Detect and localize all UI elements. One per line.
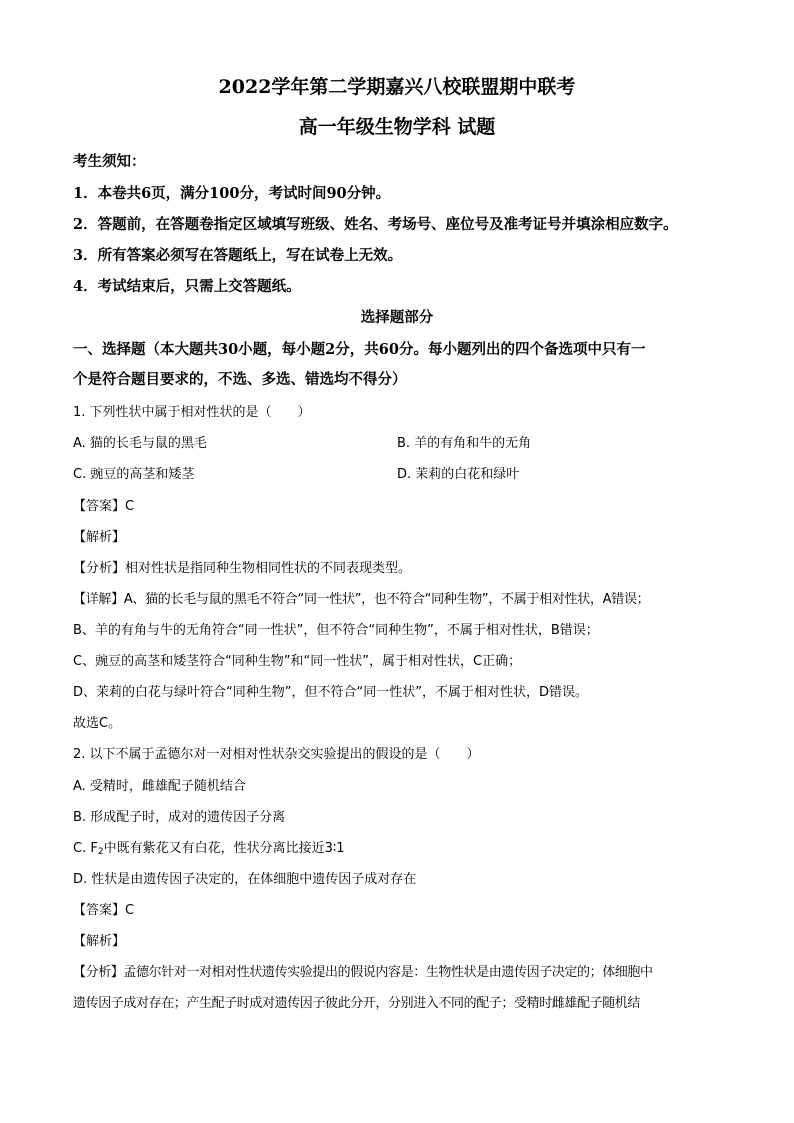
q1-detail-c: C、豌豆的高茎和矮茎符合“同种生物”和“同一性状”，属于相对性状，C正确；: [73, 654, 522, 669]
q2-answer: [73, 899, 134, 918]
exam-title: 2022学年第二学期嘉兴八校联盟期中联考: [218, 76, 576, 98]
q2-option-c: [73, 837, 345, 857]
q2-option-a: A. 受精时，雌雄配子随机结合: [73, 779, 246, 794]
q1-detail-a: [73, 588, 649, 607]
q2-option-c-text: 中既有紫花又有白花，性状分离比接近3∶1: [103, 841, 345, 856]
section-intro-line-1: 一、选择题（本大题共30小题，每小题2分，共60分。每小题列出的四个备选项中只有一: [73, 341, 646, 358]
detail-tag: 【详解】: [73, 592, 124, 607]
q1-detail-d: D、茉莉的白花与绿叶符合“同种生物”，但不符合“同一性状”，不属于相对性状，D错误。: [73, 685, 588, 700]
q1-stem: 1. 下列性状中属于相对性状的是（ ）: [73, 405, 311, 420]
q2-option-c-prefix: C. F: [73, 841, 98, 856]
q2-stem: 2. 以下不属于孟德尔对一对相对性状杂交实验提出的假设的是（ ）: [73, 747, 480, 762]
q1-conclusion: 故选C。: [73, 716, 122, 731]
exam-subtitle: 高一年级生物学科 试题: [298, 116, 496, 138]
q1-detail-b: B、羊的有角与牛的无角符合“同一性状”，但不符合“同种生物”，不属于相对性状，B错误；: [73, 623, 599, 638]
notice-item-3: 3．所有答案必须写在答题纸上，写在试卷上无效。: [73, 247, 403, 264]
fenxi-text: 孟德尔针对一对相对性状遗传实验提出的假说内容是：生物性状是由遗传因子决定的；体细胞中: [123, 965, 653, 980]
notice-heading: 考生须知：: [73, 153, 146, 170]
section-title: 选择题部分: [360, 309, 434, 326]
detail-a-text: A、猫的长毛与鼠的黑毛不符合“同一性状”，也不符合“同种生物”，不属于相对性状，A错误；: [123, 592, 650, 607]
q2-fenxi-line-2: 遗传因子成对存在；产生配子时成对遗传因子彼此分开，分别进入不同的配子；受精时雌雄配子随机结: [73, 996, 641, 1011]
q1-option-d: D. 茉莉的白花和绿叶: [397, 467, 520, 482]
fenxi-tag: 【分析】: [73, 965, 124, 980]
answer-tag: 【答案】: [73, 499, 126, 514]
q2-option-d: D. 性状是由遗传因子决定的，在体细胞中遗传因子成对存在: [73, 872, 417, 887]
q2-fenxi-line-1: [73, 961, 653, 980]
fenxi-text: 相对性状是指同种生物相同性状的不同表现类型。: [125, 561, 412, 576]
q2-analysis-tag: 【解析】: [73, 934, 126, 949]
q2-option-c-subscript: 2: [97, 847, 104, 857]
q2-option-b: B. 形成配子时，成对的遗传因子分离: [73, 810, 286, 825]
fenxi-tag: 【分析】: [73, 561, 126, 576]
q1-answer: [73, 495, 134, 514]
q1-option-b: B. 羊的有角和牛的无角: [397, 436, 532, 451]
q1-option-c: C. 豌豆的高茎和矮茎: [73, 467, 195, 482]
notice-item-2: 2．答题前，在答题卷指定区域填写班级、姓名、考场号、座位号及准考证号并填涂相应数字。: [73, 216, 678, 233]
q1-fenxi: [73, 557, 411, 576]
q1-analysis-tag: 【解析】: [73, 530, 126, 545]
section-intro-line-2: 个是符合题目要求的，不选、多选、错选均不得分）: [73, 371, 407, 388]
answer-tag: 【答案】: [73, 903, 126, 918]
answer-value: C: [125, 903, 135, 918]
q1-option-a: A. 猫的长毛与鼠的黑毛: [73, 436, 207, 451]
notice-item-1: 1．本卷共6页，满分100分，考试时间90分钟。: [73, 185, 391, 202]
notice-item-4: 4．考试结束后，只需上交答题纸。: [73, 278, 301, 295]
answer-value: C: [125, 499, 135, 514]
